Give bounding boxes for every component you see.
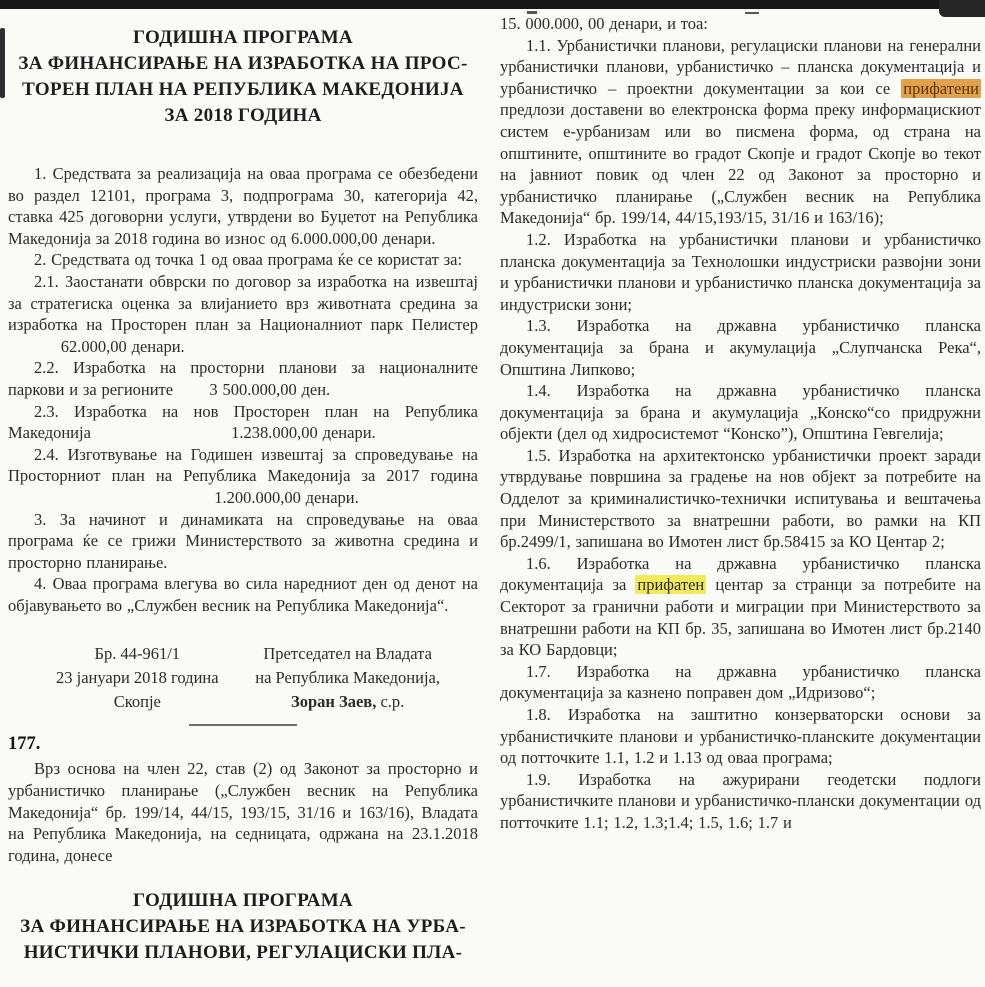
text-run: 1.7. Изработка на државна урбанистичко планска документација за казнено поправен дом „Идризово“;	[500, 661, 981, 703]
text-run: 1.238.000,00 денари.	[231, 423, 376, 443]
text-run: 4. Оваа програма влегува во сила наредниот ден од денот на објавувањето во „Службен весник на Република Македонија“.	[8, 574, 478, 615]
program-item	[500, 704, 981, 769]
title-line: ЗА ФИНАНСИРАЊЕ НА ИЗРАБОТКА НА ПРОС-	[18, 53, 468, 74]
text-run: 1.5. Изработка на архитектонско урбанистички проект заради утврдување површина за градење на нов објект за потребите на Одделот за криминалистичко-технички испитувања и вештачења при Министерството за внатрешни работи, во рамки на КП бр.2499/1, запишана во Имотен лист бр.58415 за КО Центар 2;	[500, 445, 981, 552]
program-item	[500, 315, 981, 380]
program-paragraph	[8, 509, 478, 574]
text-run: 2.4. Изготвување на Годишен извештај за спроведување на Просторниот план на Република Македонија за 2017 година	[8, 444, 478, 486]
amount-gap	[91, 437, 231, 438]
text-run: 1.3. Изработка на државна урбанистичко планска документација за брана и акумулација „Слупчанска Река“, Општина Липково;	[500, 316, 981, 379]
title-line: ТОРЕН ПЛАН НА РЕПУБЛИКА МАКЕДОНИЈА	[22, 79, 464, 100]
highlighted-text-orange: прифатени	[903, 78, 979, 98]
legal-basis-paragraph: Врз основа на член 22, став (2) од Законот за просторно и урбанистичко планирање („Службен весник на Република Македонија“ бр. 199/14, 44/15, 193/15, 31/16 и 163/16), Владата на Република Македонија, на седницата, одржана на 23.1.2018 година, донесе	[8, 759, 478, 865]
program-title-spatial-plan	[8, 25, 478, 129]
program-paragraph	[8, 249, 478, 271]
text-run: 1.2. Изработка на урбанистички планови и урбанистичко планска документација за Технолошки индустриски развојни зони и урбанистички планови и урбанистичко планска документација за индустриски зони;	[500, 229, 981, 314]
signature-signer	[255, 642, 440, 714]
title-line: ГОДИШНА ПРОГРАМА	[133, 890, 353, 912]
amount-continuation-line: 15. 000.000, 00 денари, и тоа:	[500, 14, 708, 33]
program-items-list	[500, 35, 981, 834]
text-run: предлози доставени во електронска форма преку информацискиот систем е-урбанизам или во писмена форма, од страна на општините, општините во градот Скопје и градот Скопје во текот на јавниот повик од член 22 од Законот за просторно и урбанистичко планирање („Службен весник на Република Македонија“ бр. 199/14, 44/15,193/15, 31/16 и 163/16);	[500, 100, 981, 228]
document-date: 23 јануари 2018 година	[56, 668, 219, 688]
text-run: 2.2. Изработка на просторни планови за националните паркови и за регионите	[8, 358, 478, 399]
program-item	[500, 380, 981, 445]
text-run: 2.1. Заостанати обврски по договор за изработка на извештај за стратегиска оценка за влијанието врз животната средина за изработка на Просторен план за Националниот парк Пелистер	[8, 271, 478, 335]
signer-name: Зоран Заев,	[290, 692, 377, 712]
program-item	[500, 229, 981, 315]
program-item	[500, 553, 981, 661]
program-paragraph	[8, 271, 478, 357]
two-column-layout	[0, 9, 985, 966]
text-run: 3 500.000,00 ден.	[209, 379, 331, 399]
highlighted-text-yellow: прифатен	[637, 575, 705, 595]
signer-title-line: на Република Македонија,	[255, 668, 440, 688]
text-run: 62.000,00 денари.	[60, 336, 185, 356]
text-run: 1.9. Изработка на ажурирани геодетски подлоги урбанистичките планови и урбанистичко-плански документации од потточките 1.1; 1.2, 1.3;1.4; 1.5, 1.6; 1.7 и	[500, 769, 981, 832]
text-run: 1.8. Изработка на заштитно конзерваторски основи за урбанистичките планови и урбанистичко-планските документации од потточките 1.1, 1.2 и 1.13 од оваа програма;	[500, 705, 981, 768]
program-title-urban-plans	[8, 888, 478, 966]
amount-gap	[8, 502, 214, 503]
text-run: 3. За начинот и динамиката на спроведување на оваа програма ќе се грижи Министерството за животна средина и просторно планирање.	[8, 509, 478, 572]
title-line: ЗА ФИНАНСИРАЊЕ НА ИЗРАБОТКА НА УРБА-	[20, 916, 466, 938]
program-item	[500, 35, 981, 229]
program-paragraph	[8, 444, 478, 509]
amount-gap	[173, 394, 209, 395]
program-paragraph	[8, 163, 478, 249]
text-run: 2. Средствата од точка 1 од оваа програма ќе се користат за:	[34, 250, 463, 270]
document-city: Скопје	[113, 692, 161, 712]
program-item	[500, 445, 981, 553]
title-line: ЗА 2018 ГОДИНА	[164, 105, 322, 126]
signer-suffix: с.р.	[376, 692, 405, 712]
program-paragraph	[8, 573, 478, 616]
text-run: центар за странци за потребите на Секторот за гранични работи и миграции при Министерството за внатрешни работи на КП бр. 35, запишана во Имотен лист бр.2140 за КО Бардовци;	[500, 575, 981, 660]
title-line: НИСТИЧКИ ПЛАНОВИ, РЕГУЛАЦИСКИ ПЛА-	[23, 942, 463, 964]
act-number: 177.	[8, 734, 41, 755]
text-run: 1. Средствата за реализација на оваа програма се обезбедени во раздел 12101, програма 3, подпрограма 30, категорија 42, ставка 425 договорни услуги, утврдени во Буџетот на Република Македонија за 2018 година во износ од 6.000.000,00 денари.	[8, 164, 478, 248]
program-body-paragraphs	[8, 163, 478, 616]
signer-title-line: Претседател на Владата	[263, 644, 432, 664]
program-paragraph	[8, 357, 478, 400]
title-line: ГОДИШНА ПРОГРАМА	[133, 27, 353, 48]
program-item	[500, 769, 981, 834]
signer-name-line	[255, 690, 440, 714]
text-run: 1.200.000,00 денари.	[214, 487, 359, 507]
section-divider	[189, 724, 297, 726]
signature-block	[8, 642, 478, 714]
scan-edge-top	[0, 0, 985, 9]
program-item	[500, 661, 981, 704]
text-run: 1.1. Урбанистички планови, регулациски планови на генерални урбанистички планови, урбанистичко – планска документација и урбанистичко – проектни документации за кои се	[500, 35, 981, 98]
program-paragraph	[8, 401, 478, 444]
text-run: 1.6. Изработка на државна урбанистичко планска документација за	[500, 553, 981, 595]
amount-gap	[8, 351, 61, 352]
text-run: 2.3. Изработка на нов Просторен план на Република Македонија	[8, 401, 478, 443]
document-number: Бр. 44-961/1	[94, 644, 181, 664]
left-column	[8, 9, 478, 966]
text-run: 1.4. Изработка на државна урбанистичко планска документација за брана и акумулација „Конско“со придружни објекти (дел од хидросистемот “Конско”), Општина Гевгелија;	[500, 381, 981, 444]
signature-reference	[56, 642, 219, 714]
right-column	[500, 9, 981, 966]
